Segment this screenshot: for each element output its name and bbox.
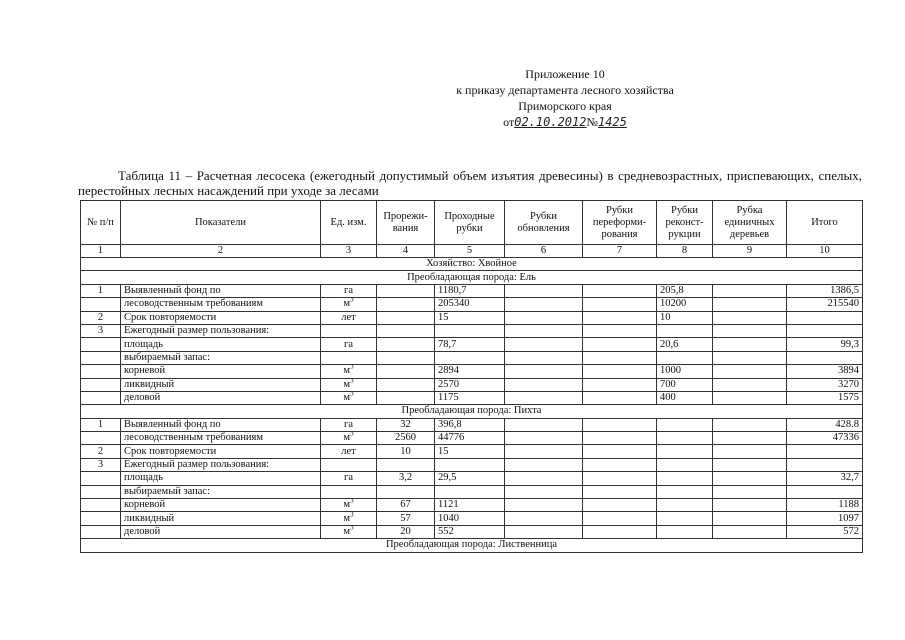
table-cell: 10 [377, 445, 435, 458]
column-number: 8 [657, 245, 713, 258]
from-label: от [503, 115, 515, 129]
table-cell [657, 512, 713, 525]
table-cell: 3 [81, 458, 121, 471]
table-cell [81, 432, 121, 445]
table-cell [81, 391, 121, 404]
column-number: 2 [121, 245, 321, 258]
table-cell: $м^3$ [321, 512, 377, 525]
table-cell: площадь [121, 472, 321, 485]
table-cell: 3 [81, 324, 121, 337]
appendix-block [430, 66, 700, 130]
table-cell [505, 284, 583, 297]
table-cell: 2894 [435, 365, 505, 378]
table-cell: Ежегодный размер пользования: [121, 324, 321, 337]
table-cell: 1188 [787, 499, 863, 512]
table-cell [583, 378, 657, 391]
table-cell [583, 324, 657, 337]
table-cell: корневой [121, 499, 321, 512]
table-caption: Таблица 11 – Расчетная лесосека (ежегодный допустимый объем изъятия древесины) в средневозрастных, приспевающих, спелых, перестойных лесных насаждений при уходе за лесами [78, 168, 862, 198]
table-cell [377, 298, 435, 311]
column-header: Рубки реконст-рукции [657, 201, 713, 245]
table-cell [505, 378, 583, 391]
table-cell: 15 [435, 445, 505, 458]
table-row [81, 338, 863, 351]
section-title: Преобладающая порода: Пихта [81, 405, 863, 418]
forest-cut-table [80, 200, 863, 553]
table-cell [505, 324, 583, 337]
table-cell: Выявленный фонд по [121, 418, 321, 431]
table-cell: 57 [377, 512, 435, 525]
column-header: Показатели [121, 201, 321, 245]
table-cell [657, 472, 713, 485]
table-cell [583, 512, 657, 525]
table-cell: 2 [81, 311, 121, 324]
table-cell [505, 499, 583, 512]
table-cell [657, 499, 713, 512]
table-cell: 2 [81, 445, 121, 458]
column-header: Проходные рубки [435, 201, 505, 245]
table-cell: 1175 [435, 391, 505, 404]
table-cell: 1000 [657, 365, 713, 378]
column-header: Итого [787, 201, 863, 245]
handwritten-date: 02.10.2012 [514, 115, 587, 129]
section-title: Преобладающая порода: Ель [81, 271, 863, 284]
table-cell [583, 445, 657, 458]
table-cell: 3,2 [377, 472, 435, 485]
table-cell [583, 338, 657, 351]
column-number: 5 [435, 245, 505, 258]
table-cell [583, 472, 657, 485]
section-title-row [81, 539, 863, 552]
table-cell [713, 418, 787, 431]
table-row [81, 472, 863, 485]
table-cell: 10 [657, 311, 713, 324]
table-cell [713, 472, 787, 485]
table-cell: деловой [121, 391, 321, 404]
table-cell [505, 311, 583, 324]
table-cell [713, 525, 787, 538]
table-cell [505, 391, 583, 404]
table-cell [713, 445, 787, 458]
table-row [81, 485, 863, 498]
table-cell [505, 418, 583, 431]
column-header: Рубка единичных деревьев [713, 201, 787, 245]
table-cell [377, 351, 435, 364]
table-cell [81, 365, 121, 378]
header-row [81, 201, 863, 245]
table-cell: Срок повторяемости [121, 445, 321, 458]
table-cell [583, 458, 657, 471]
table-cell [583, 284, 657, 297]
table-cell: 10200 [657, 298, 713, 311]
section-title-row [81, 405, 863, 418]
appendix-order-line: к приказу департамента лесного хозяйства [456, 83, 674, 97]
table-cell [657, 418, 713, 431]
table-cell: 15 [435, 311, 505, 324]
table-cell [321, 485, 377, 498]
table-cell: 78,7 [435, 338, 505, 351]
farm-title-row [81, 258, 863, 271]
column-number: 10 [787, 245, 863, 258]
table-cell: $м^3$ [321, 365, 377, 378]
table-cell [657, 458, 713, 471]
table-cell [583, 298, 657, 311]
table-cell: Ежегодный размер пользования: [121, 458, 321, 471]
column-number: 9 [713, 245, 787, 258]
table-cell: 2560 [377, 432, 435, 445]
table-cell [81, 298, 121, 311]
table-cell: 1097 [787, 512, 863, 525]
table-cell [505, 525, 583, 538]
table-cell: 99,3 [787, 338, 863, 351]
table-cell [377, 338, 435, 351]
table-cell [713, 485, 787, 498]
table-cell: га [321, 418, 377, 431]
table-cell [505, 338, 583, 351]
table-cell [81, 472, 121, 485]
table-cell [787, 485, 863, 498]
table-cell [713, 378, 787, 391]
table-cell: 215540 [787, 298, 863, 311]
table-cell [713, 324, 787, 337]
table-cell [657, 445, 713, 458]
table-cell: 1040 [435, 512, 505, 525]
table-cell [377, 284, 435, 297]
section-title: Преобладающая порода: Лиственница [81, 539, 863, 552]
table-cell: 1575 [787, 391, 863, 404]
table-cell [657, 351, 713, 364]
table-cell: площадь [121, 338, 321, 351]
table-cell [505, 512, 583, 525]
table-cell: $м^3$ [321, 298, 377, 311]
table-cell: деловой [121, 525, 321, 538]
appendix-date-line [503, 114, 627, 130]
table-cell [81, 512, 121, 525]
column-header: Рубки обновления [505, 201, 583, 245]
table-cell [713, 284, 787, 297]
table-cell [657, 525, 713, 538]
table-cell [81, 499, 121, 512]
table-cell [505, 365, 583, 378]
table-cell: 700 [657, 378, 713, 391]
table-cell: корневой [121, 365, 321, 378]
table-cell: $м^3$ [321, 499, 377, 512]
table-cell [713, 351, 787, 364]
table-cell [583, 311, 657, 324]
table-row [81, 391, 863, 404]
table-cell: $м^3$ [321, 378, 377, 391]
table-cell [377, 311, 435, 324]
table-cell [713, 458, 787, 471]
table-cell [377, 378, 435, 391]
appendix-title: Приложение 10 [525, 67, 605, 81]
table-cell: 396,8 [435, 418, 505, 431]
table-row [81, 351, 863, 364]
handwritten-number: 1425 [597, 115, 627, 129]
table-cell: 572 [787, 525, 863, 538]
number-label: № [586, 115, 598, 129]
table-row [81, 284, 863, 297]
table-row [81, 418, 863, 431]
table-cell [583, 485, 657, 498]
table-cell [657, 324, 713, 337]
table-cell: ликвидный [121, 512, 321, 525]
table-cell [657, 485, 713, 498]
appendix-region-line: Приморского края [518, 99, 612, 113]
table-cell [583, 525, 657, 538]
table-cell [657, 432, 713, 445]
table-cell [787, 311, 863, 324]
table-cell [505, 445, 583, 458]
table-row [81, 525, 863, 538]
table-cell: 1121 [435, 499, 505, 512]
table-cell: 205340 [435, 298, 505, 311]
table-cell: лет [321, 445, 377, 458]
column-header: № п/п [81, 201, 121, 245]
table-cell [787, 458, 863, 471]
column-number: 7 [583, 245, 657, 258]
table-cell: выбираемый запас: [121, 485, 321, 498]
section-title-row [81, 271, 863, 284]
table-cell [321, 324, 377, 337]
table-cell: 2570 [435, 378, 505, 391]
table-cell [713, 499, 787, 512]
table-cell: выбираемый запас: [121, 351, 321, 364]
table-cell: 3894 [787, 365, 863, 378]
table-cell [81, 378, 121, 391]
table-cell [583, 432, 657, 445]
table-cell: 3270 [787, 378, 863, 391]
table-cell [713, 512, 787, 525]
column-header: Прорежи-вания [377, 201, 435, 245]
table-cell: га [321, 284, 377, 297]
table-cell [505, 351, 583, 364]
table-cell [713, 338, 787, 351]
table-cell [713, 391, 787, 404]
table-cell: ликвидный [121, 378, 321, 391]
table-row [81, 432, 863, 445]
table-cell: га [321, 472, 377, 485]
table-cell: 20 [377, 525, 435, 538]
farm-title: Хозяйство: Хвойное [81, 258, 863, 271]
table-cell: Срок повторяемости [121, 311, 321, 324]
table-cell: 1386,5 [787, 284, 863, 297]
table-cell [583, 418, 657, 431]
column-number-row [81, 245, 863, 258]
table-row [81, 499, 863, 512]
table-cell [377, 391, 435, 404]
table-cell: $м^3$ [321, 432, 377, 445]
table-cell: 67 [377, 499, 435, 512]
table-cell: $м^3$ [321, 391, 377, 404]
table-cell: лесоводственным требованиям [121, 432, 321, 445]
column-header: Рубки переформи-рования [583, 201, 657, 245]
table-cell: Выявленный фонд по [121, 284, 321, 297]
table-cell [435, 485, 505, 498]
table-cell [713, 298, 787, 311]
table-row [81, 445, 863, 458]
table-cell [505, 458, 583, 471]
table-cell: 44776 [435, 432, 505, 445]
table-row [81, 458, 863, 471]
table-cell [377, 324, 435, 337]
table-cell: $м^3$ [321, 525, 377, 538]
table-cell [787, 324, 863, 337]
column-number: 1 [81, 245, 121, 258]
table-cell [377, 365, 435, 378]
table-cell: 1 [81, 418, 121, 431]
column-header: Ед. изм. [321, 201, 377, 245]
table-cell: лесоводственным требованиям [121, 298, 321, 311]
column-number: 3 [321, 245, 377, 258]
table-cell [713, 311, 787, 324]
table-cell [787, 445, 863, 458]
table-cell [435, 351, 505, 364]
table-cell [435, 458, 505, 471]
table-cell [81, 338, 121, 351]
table-cell [505, 472, 583, 485]
table-cell: 32,7 [787, 472, 863, 485]
table-cell [81, 351, 121, 364]
table-cell [583, 351, 657, 364]
table-body [81, 245, 863, 553]
table-cell: 1 [81, 284, 121, 297]
column-number: 6 [505, 245, 583, 258]
table-row [81, 378, 863, 391]
table-cell: га [321, 338, 377, 351]
table-cell [505, 432, 583, 445]
table-cell: 205,8 [657, 284, 713, 297]
table-cell [81, 485, 121, 498]
table-cell [377, 458, 435, 471]
table-cell [583, 499, 657, 512]
table-cell [321, 351, 377, 364]
table-cell [505, 485, 583, 498]
column-number: 4 [377, 245, 435, 258]
table-cell [435, 324, 505, 337]
table-cell: 47336 [787, 432, 863, 445]
table-cell: 552 [435, 525, 505, 538]
table-row [81, 324, 863, 337]
table-cell [321, 458, 377, 471]
table-row [81, 512, 863, 525]
table-cell: 1180,7 [435, 284, 505, 297]
table-cell [377, 485, 435, 498]
table-cell [713, 432, 787, 445]
table-cell [583, 365, 657, 378]
table-cell: 400 [657, 391, 713, 404]
table-cell [505, 298, 583, 311]
table-cell: 29,5 [435, 472, 505, 485]
table-cell: лет [321, 311, 377, 324]
table-cell: 20,6 [657, 338, 713, 351]
table-cell [81, 525, 121, 538]
table-cell [713, 365, 787, 378]
table-cell: 428.8 [787, 418, 863, 431]
table-cell [583, 391, 657, 404]
table-cell [787, 351, 863, 364]
table-row [81, 365, 863, 378]
table-row [81, 311, 863, 324]
table-cell: 32 [377, 418, 435, 431]
table-row [81, 298, 863, 311]
